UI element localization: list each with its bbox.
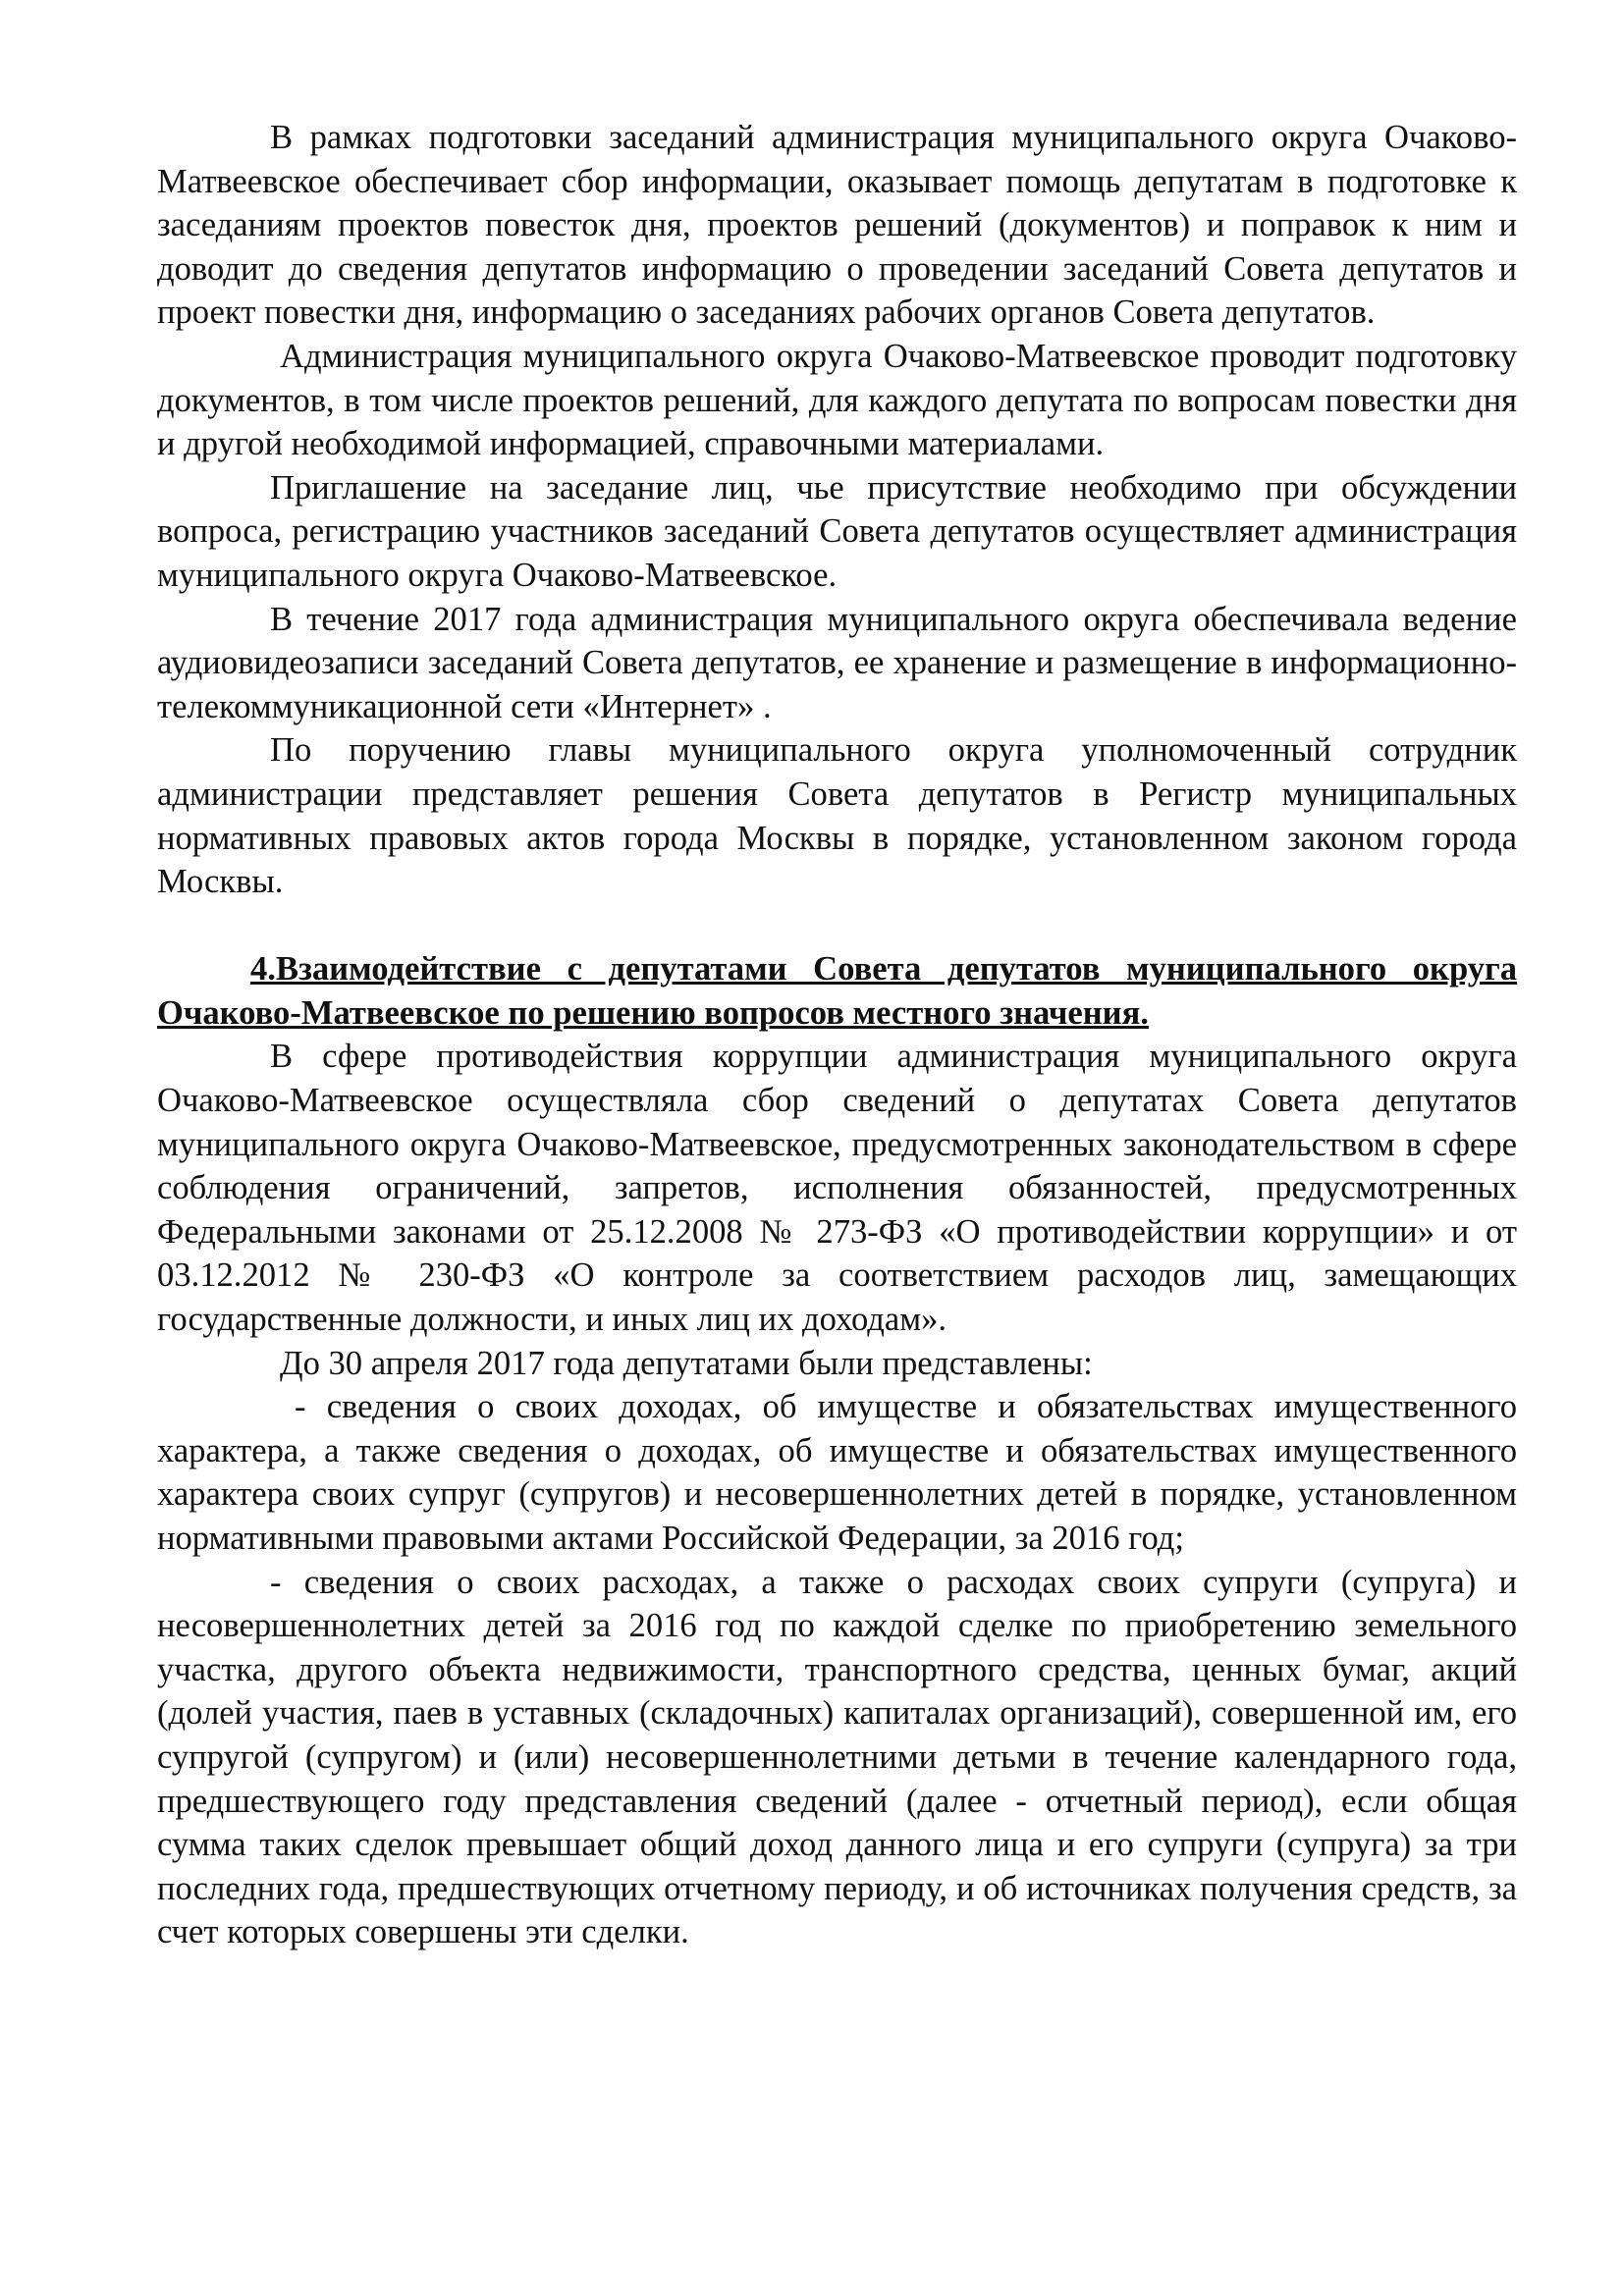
paragraph-invitation: Приглашение на заседание лиц, чье присутствие необходимо при обсуждении вопроса, регистрацию участников заседаний Совета депутатов осуществляет администрация муниципального округа Очаково-Матвеевское. [157,468,1517,594]
list-item-expense-info: - сведения о своих расходах, а также о расходах своих супруги (супруга) и несовершеннолетних детей за 2016 год по каждой сделке по приобретению земельного участка, другого объекта недвижимости, транспортного средства, ценных бумаг, акций (долей участия, паев в уставных (складочных) капиталах организаций), совершенной им, его супругой (супругом) и (или) несовершеннолетними детьми в течение календарного года, предшествующего году представления сведений (далее - отчетный период), если общая сумма таких сделок превышает общий доход данного лица и его супруги (супруга) за три последних года, предшествующих отчетному периоду, и об источниках получения средств, за счет которых совершены эти сделки. [157,1563,1517,1951]
paragraph-video-recording: В течение 2017 года администрация муниципального округа обеспечивала ведение аудиовидеозаписи заседаний Совета депутатов, ее хранение и размещение в информационно-телекоммуникационной сети «Интернет» . [157,600,1517,725]
paragraph-document-preparation: Администрация муниципального округа Очаково-Матвеевское проводит подготовку документов, в том числе проектов решений, для каждого депутата по вопросам повестки дня и другой необходимой информацией, справочными материалами. [157,337,1517,463]
list-item-income-info: - сведения о своих доходах, об имуществе и обязательствах имущественного характера, а также сведения о доходах, об имуществе и обязательствах имущественного характера своих супруг (супругов) и несовершеннолетних детей в порядке, установленном нормативными правовыми актами Российской Федерации, за 2016 год; [157,1388,1517,1557]
section-heading: 4.Взаимодейтствие с депутатами Совета депутатов муниципального округа Очаково-Матвеевское по решению вопросов местного значения. [157,950,1517,1032]
paragraph-meeting-preparation: В рамках подготовки заседаний администрация муниципального округа Очаково-Матвеевское обеспечивает сбор информации, оказывает помощь депутатам в подготовке к заседаниям проектов повесток дня, проектов решений (документов) и поправок к ним и доводит до сведения депутатов информацию о проведении заседаний Совета депутатов и проект повестки дня, информацию о заседаниях рабочих органов Совета депутатов. [157,119,1517,332]
paragraph-submission-deadline: До 30 апреля 2017 года депутатами были представлены: [280,1344,1093,1382]
paragraph-registry: По поручению главы муниципального округа уполномоченный сотрудник администрации представляет решения Совета депутатов в Регистр муниципальных нормативных правовых актов города Москвы в порядке, установленном законом города Москвы. [157,731,1517,901]
document-page [157,116,1517,1954]
section-spacer [157,904,1517,948]
paragraph-anticorruption: В сфере противодействия коррупции администрация муниципального округа Очаково-Матвеевское осуществляла сбор сведений о депутатах Совета депутатов муниципального округа Очаково-Матвеевское, предусмотренных законодательством в сфере соблюдения ограничений, запретов, исполнения обязанностей, предусмотренных Федеральными законами от 25.12.2008 № 273-ФЗ «О противодействии коррупции» и от 03.12.2012 № 230-ФЗ «О контроле за соответствием расходов лиц, замещающих государственные должности, и иных лиц их доходам». [157,1038,1517,1339]
